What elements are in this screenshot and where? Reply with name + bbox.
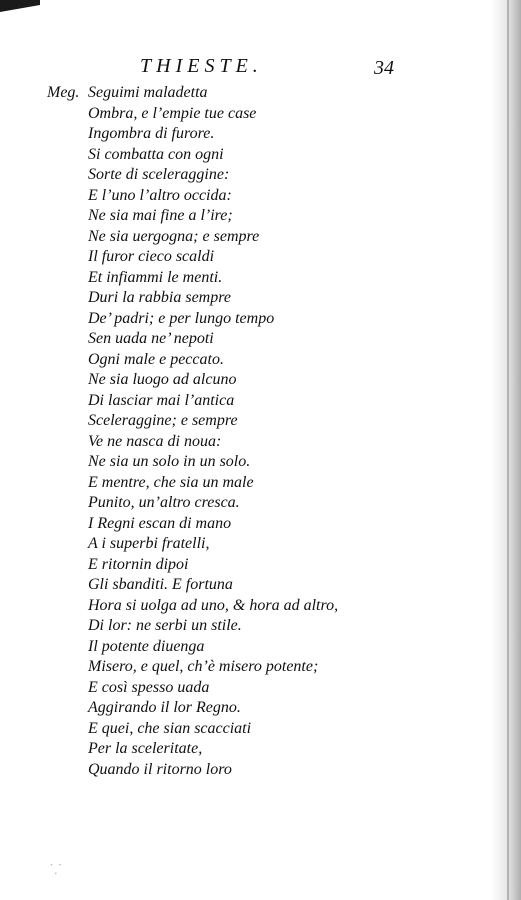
verse-line: A i superbi fratelli, xyxy=(88,535,210,552)
verse-line: Misero, e quel, ch’è misero potente; xyxy=(88,658,319,675)
verse-line: Il potente diuenga xyxy=(88,637,205,655)
verse-line: Ogni male e peccato. xyxy=(88,350,224,368)
verse-line: Sceleraggine; e sempre xyxy=(88,412,238,429)
verse-line: Duri la rabbia sempre xyxy=(88,289,231,306)
verse-line: Seguimi maladetta xyxy=(88,84,208,101)
verse-line: E quei, che sian scacciati xyxy=(88,719,252,737)
verse-line: Il furor cieco scaldi xyxy=(88,248,215,265)
verse-line: Punito, un’altro cresca. xyxy=(88,494,240,511)
verse-line: Di lasciar mai l’antica xyxy=(88,391,235,409)
verse-line: Ingombra di furore. xyxy=(88,125,215,142)
verse-line: Gli sbanditi. E fortuna xyxy=(88,576,233,593)
verse-line: Aggirando il lor Regno. xyxy=(88,699,241,716)
speaker-label: Meg. xyxy=(47,84,80,101)
verse-line: Hora si uolga ad uno, & hora ad altro, xyxy=(88,596,339,614)
verse-line: Ne sia un solo in un solo. xyxy=(88,453,251,470)
verse-line: E così spesso uada xyxy=(88,678,210,696)
verse-line: Ne sia mai fine a l’ire; xyxy=(88,207,233,224)
binding-edge xyxy=(507,0,509,900)
verse-line: E mentre, che sia un male xyxy=(88,473,254,491)
verse-line: Quando il ritorno loro xyxy=(88,760,232,778)
verse-line: Per la sceleritate, xyxy=(88,740,203,757)
verse-line: Ne sia luogo ad alcuno xyxy=(88,371,237,388)
verse-line: Sen uada ne’ nepoti xyxy=(88,330,214,347)
verse-line: Et infiammi le menti. xyxy=(88,268,223,286)
verse-block xyxy=(88,83,338,780)
verse-line: E ritornin dipoi xyxy=(88,555,189,573)
paper-mark: ⸪ xyxy=(50,862,62,878)
verse-line: Ve ne nasca di noua: xyxy=(88,432,222,450)
page-edge-shadow xyxy=(491,0,521,900)
verse-line: E l’uno l’altro occida: xyxy=(88,186,232,204)
verse-line: I Regni escan di mano xyxy=(88,514,232,532)
verse-line: Di lor: ne serbi un stile. xyxy=(88,617,242,634)
verse-line: Ombra, e l’empie tue case xyxy=(88,104,257,122)
running-title: THIESTE. xyxy=(140,55,263,77)
page-number: 34 xyxy=(374,57,394,79)
verse-line: Sorte di sceleraggine: xyxy=(88,166,230,183)
ink-blot xyxy=(0,0,40,12)
verse-line: Ne sia uergogna; e sempre xyxy=(88,227,260,245)
verse-line: Si combatta con ogni xyxy=(88,145,224,163)
verse-line: De’ padri; e per lungo tempo xyxy=(88,309,275,327)
